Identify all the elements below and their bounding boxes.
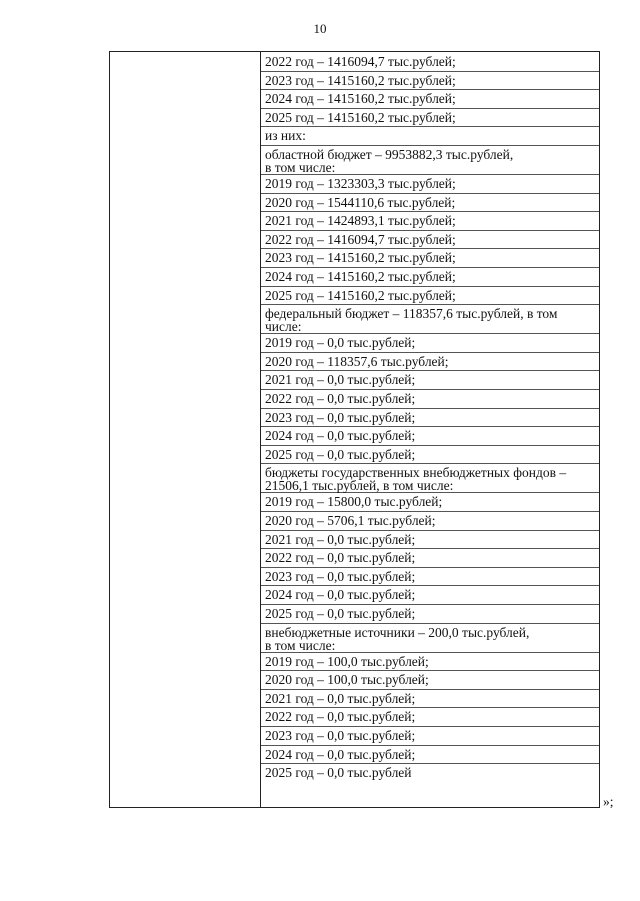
table-line (261, 707, 599, 727)
line-text: 2019 год – 1323303,3 тыс.рублей; (265, 176, 456, 191)
line-text: 2020 год – 5706,1 тыс.рублей; (265, 513, 436, 528)
line-text: 2025 год – 0,0 тыс.рублей (265, 765, 412, 781)
table-line (261, 52, 599, 72)
table-line (261, 333, 599, 353)
table-line (261, 726, 599, 746)
line-text: 2022 год – 0,0 тыс.рублей; (265, 550, 416, 566)
table-line (261, 763, 599, 782)
table-line (261, 108, 599, 128)
page-number: 10 (313, 21, 327, 36)
table-line (261, 652, 599, 672)
line-text: 2020 год – 118357,6 тыс.рублей; (265, 353, 449, 369)
line-text: 2019 год – 100,0 тыс.рублей; (265, 653, 429, 669)
line-text: 2021 год – 1424893,1 тыс.рублей; (265, 213, 456, 229)
table-line (261, 389, 599, 409)
line-text: 2019 год – 15800,0 тыс.рублей; (265, 494, 443, 510)
line-text: 2025 год – 1415160,2 тыс.рублей; (265, 109, 456, 125)
line-text: 2025 год – 0,0 тыс.рублей; (265, 446, 416, 462)
table-line (261, 71, 599, 91)
table-line (261, 567, 599, 587)
table-line (261, 126, 599, 146)
line-text: 2022 год – 1416094,7 тыс.рублей; (265, 54, 456, 69)
line-text: 2020 год – 100,0 тыс.рублей; (265, 672, 429, 688)
table-line (261, 623, 599, 653)
table-line (261, 370, 599, 390)
line-text: внебюджетные источники – 200,0 тыс.рублей, в том числе: (265, 624, 530, 653)
line-text: 2025 год – 1415160,2 тыс.рублей; (265, 287, 456, 303)
table-line (261, 670, 599, 690)
line-text: федеральный бюджет – 118357,6 тыс.рублей, в том числе: (265, 306, 558, 335)
line-text: 2021 год – 0,0 тыс.рублей; (265, 372, 416, 388)
line-text: из них: (265, 128, 306, 144)
line-text: 2024 год – 1415160,2 тыс.рублей; (265, 269, 456, 284)
line-text: 2025 год – 0,0 тыс.рублей; (265, 606, 416, 621)
table-line (261, 445, 599, 465)
line-text: 2024 год – 0,0 тыс.рублей; (265, 746, 416, 762)
table-line (261, 304, 599, 334)
table-right-column (261, 52, 599, 807)
table-line (261, 463, 599, 493)
line-text: бюджеты государственных внебюджетных фондов – 21506,1 тыс.рублей, в том числе: (265, 465, 567, 494)
table-line (261, 511, 599, 531)
table-line (261, 230, 599, 250)
table-line (261, 248, 599, 268)
line-text: 2023 год – 0,0 тыс.рублей; (265, 409, 416, 425)
table-line (261, 492, 599, 512)
line-text: 2019 год – 0,0 тыс.рублей; (265, 335, 416, 351)
line-text: 2024 год – 0,0 тыс.рублей; (265, 428, 416, 444)
line-text: 2023 год – 0,0 тыс.рублей; (265, 728, 416, 743)
table-line (261, 689, 599, 709)
line-text: 2023 год – 1415160,2 тыс.рублей; (265, 250, 456, 266)
line-text: 2023 год – 0,0 тыс.рублей; (265, 568, 416, 584)
table-line (261, 745, 599, 765)
line-text: 2022 год – 0,0 тыс.рублей; (265, 391, 416, 406)
line-text: 2021 год – 0,0 тыс.рублей; (265, 531, 416, 547)
table-line (261, 548, 599, 568)
table-line (261, 352, 599, 372)
line-text: 2023 год – 1415160,2 тыс.рублей; (265, 72, 456, 88)
table-line (261, 267, 599, 287)
table-line (261, 286, 599, 306)
table-line (261, 604, 599, 624)
table-line (261, 530, 599, 550)
table-left-column (110, 52, 261, 807)
table-line (261, 174, 599, 194)
table-line (261, 211, 599, 231)
line-text: областной бюджет – 9953882,3 тыс.рублей, в том числе: (265, 147, 514, 175)
line-text: 2024 год – 1415160,2 тыс.рублей; (265, 91, 456, 107)
line-text: 2022 год – 1416094,7 тыс.рублей; (265, 231, 456, 247)
table-line (261, 89, 599, 109)
funding-table (109, 51, 600, 808)
line-text: 2021 год – 0,0 тыс.рублей; (265, 690, 416, 706)
line-text: 2024 год – 0,0 тыс.рублей; (265, 587, 416, 603)
table-line (261, 145, 599, 175)
table-line (261, 426, 599, 446)
table-line (261, 408, 599, 428)
line-text: 2020 год – 1544110,6 тыс.рублей; (265, 194, 456, 210)
table-line (261, 193, 599, 213)
closing-quote-mark: »; (603, 794, 614, 809)
table-line (261, 585, 599, 605)
line-text: 2022 год – 0,0 тыс.рублей; (265, 709, 416, 725)
